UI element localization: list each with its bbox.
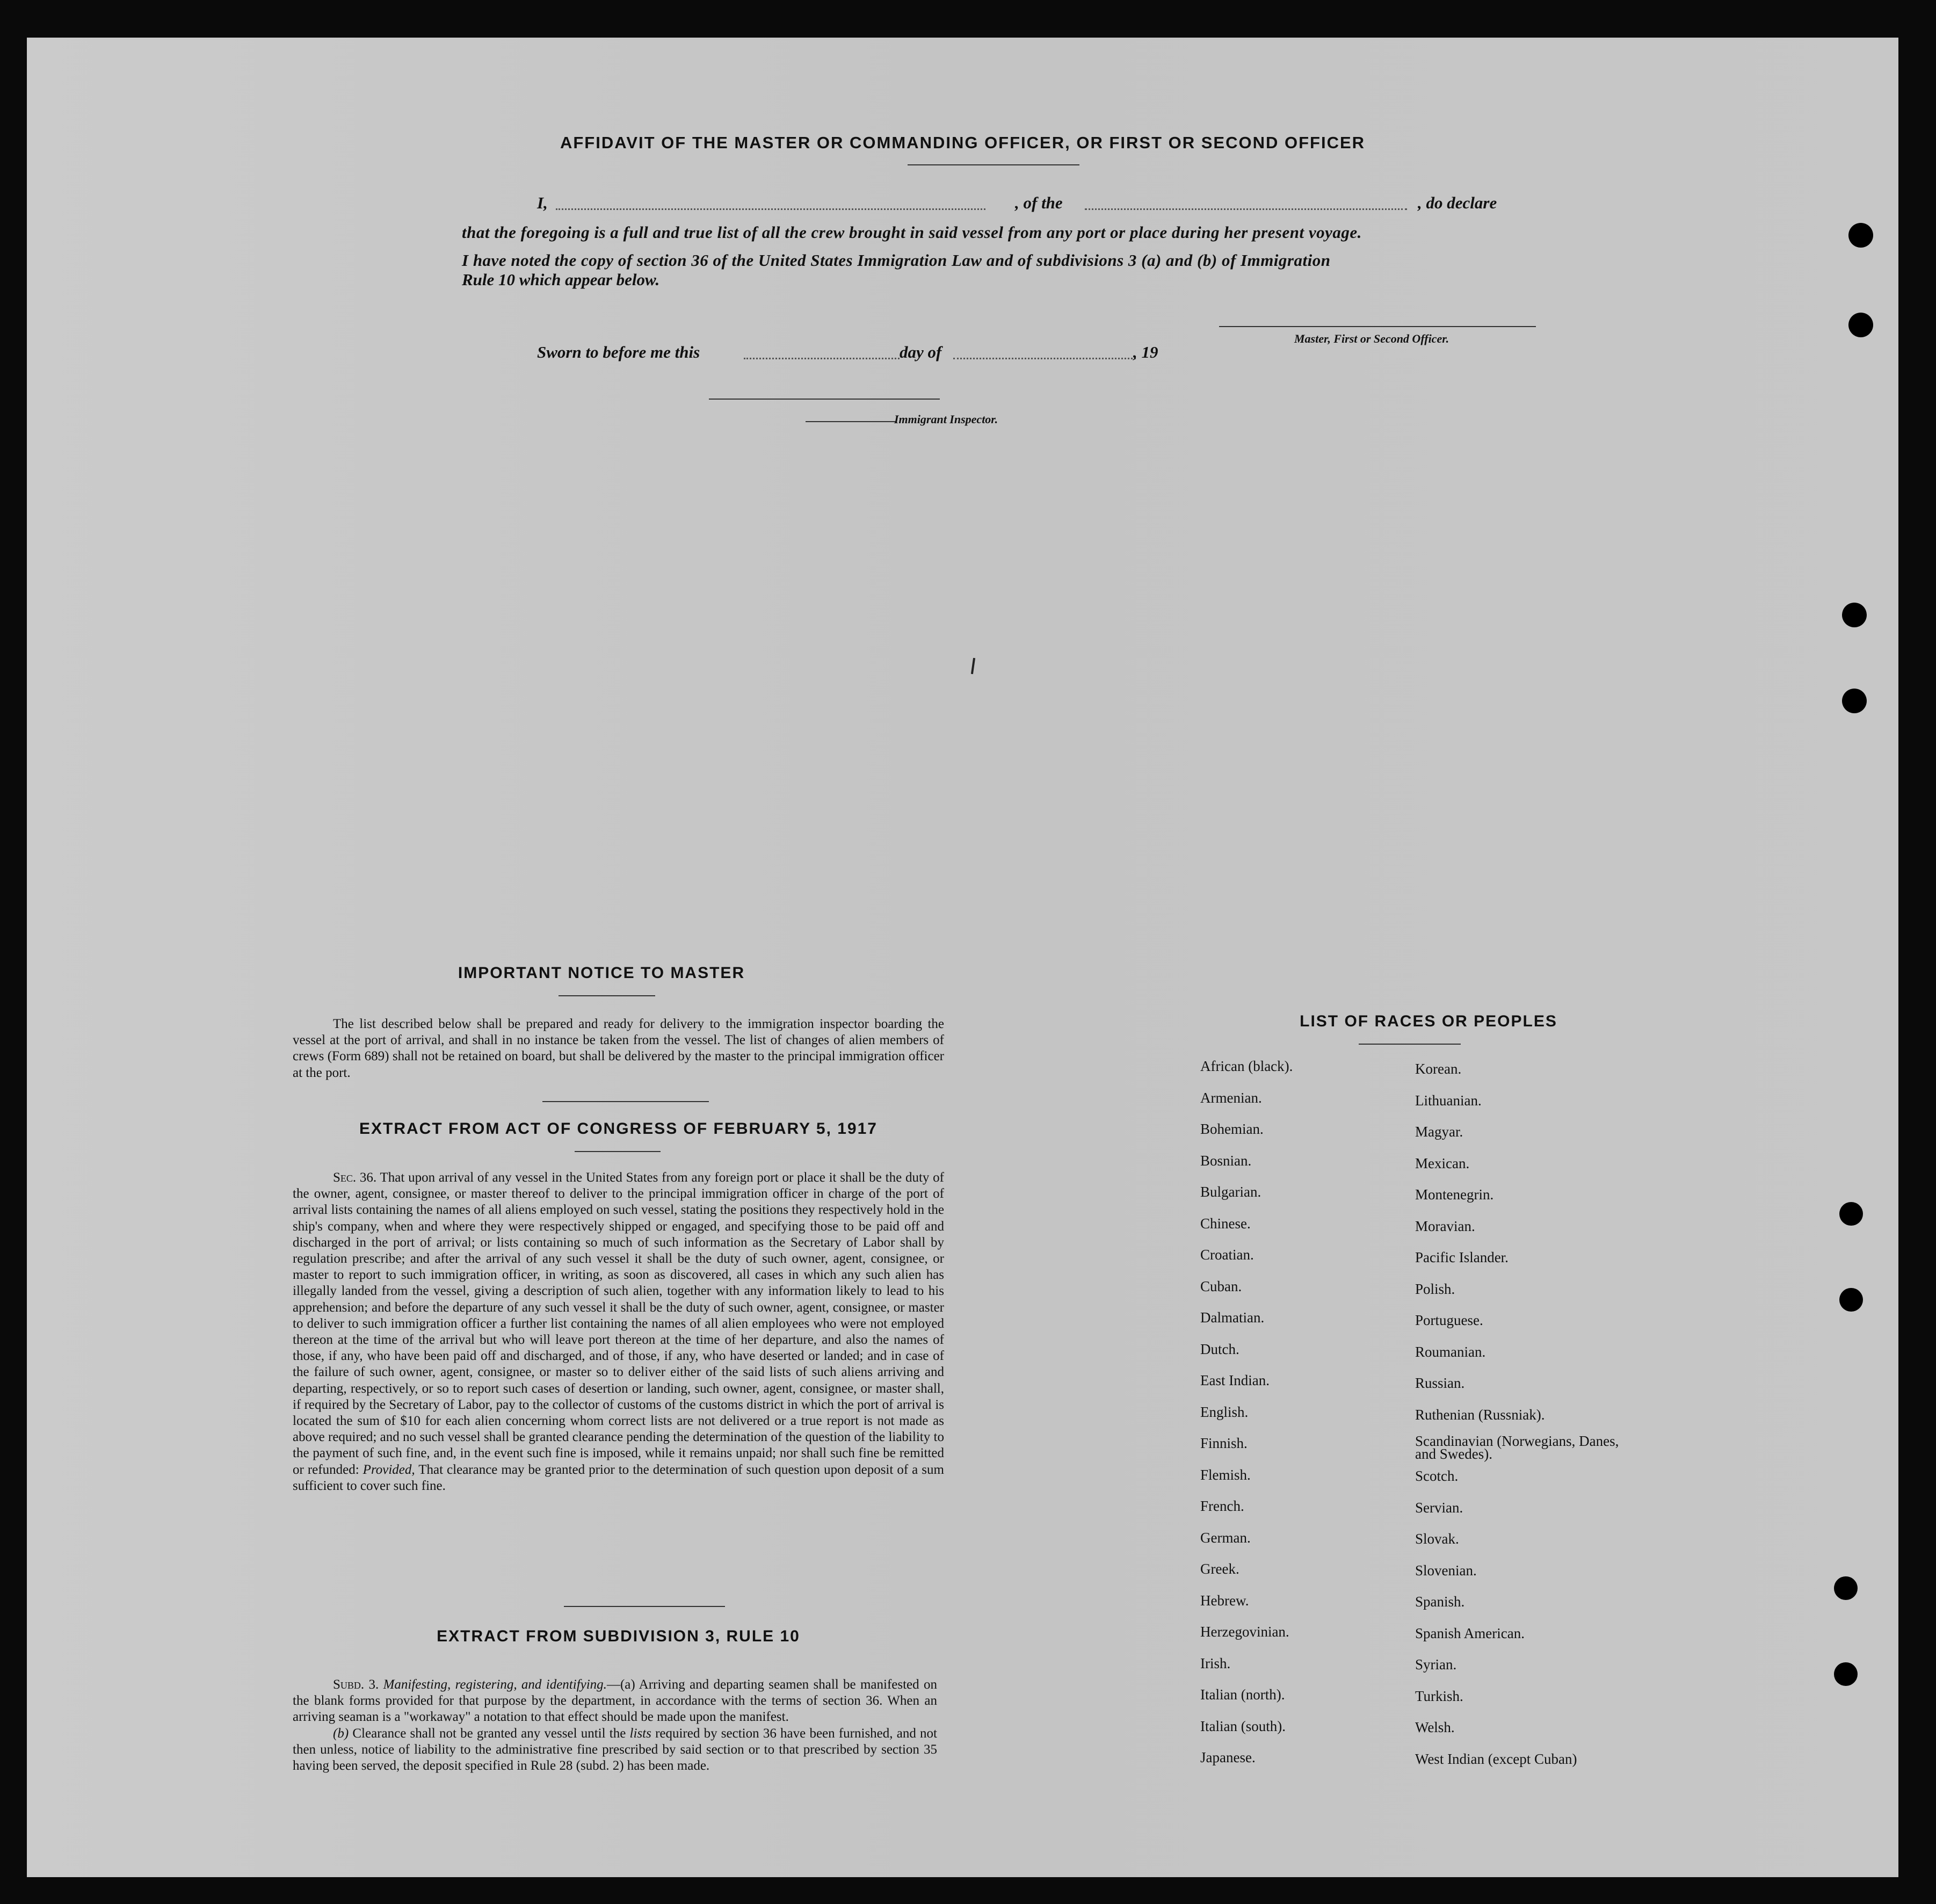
binding-hole (1848, 223, 1873, 248)
sec-36-end: That clearance may be granted prior to the determination of such question upon deposit of a sum sufficient to cover such fine. (293, 1462, 944, 1493)
race-item: Slovenian. (1415, 1562, 1477, 1579)
binding-hole (1842, 603, 1867, 627)
binding-hole (1839, 1202, 1863, 1226)
races-divider (1359, 1044, 1461, 1045)
affidavit-do-declare: , do declare (1418, 193, 1497, 212)
race-item: Pacific Islander. (1415, 1249, 1509, 1265)
extract-act-end-divider (564, 1606, 725, 1607)
vessel-name-field[interactable] (1085, 208, 1407, 210)
affidavit-i-label: I, (537, 193, 548, 212)
master-signature-line[interactable] (1219, 326, 1536, 327)
race-item: Japanese. (1200, 1749, 1256, 1765)
subd-b-text-1: Clearance shall not be granted any vessel until the (352, 1726, 626, 1741)
binding-hole (1834, 1662, 1858, 1686)
race-item: Bohemian. (1200, 1121, 1264, 1137)
race-item: Herzegovinian. (1200, 1624, 1289, 1640)
document-page (27, 38, 1898, 1877)
notice-body: The list described below shall be prepared and ready for delivery to the immigration inspector boarding the vessel at the port of arrival, and shall in no instance be taken from the vessel. The list of changes of alien members of crews (Form 689) shall not be retained on board, but shall be delivered by the master to the principal immigration officer at the port. (293, 1017, 944, 1080)
inspector-signature-line[interactable] (709, 399, 940, 400)
race-item: Italian (south). (1200, 1718, 1286, 1734)
master-signature-label: Master, First or Second Officer. (1294, 332, 1449, 345)
sec-label: Sec. 36. (333, 1170, 377, 1185)
race-item: Bosnian. (1200, 1152, 1252, 1169)
race-item: Servian. (1415, 1499, 1463, 1516)
notice-divider (559, 995, 655, 996)
subd-b-text-2: required by section 36 have been furnished, and not then unless, notice of liability to the administrative fine prescribed by said section or to that prescribed by section 35 having been served, the deposit specified in Rule 28 (subd. 2) has been made. (293, 1726, 937, 1773)
race-item: Italian (north). (1200, 1686, 1285, 1703)
subd-a-text: Arriving and departing seamen shall be manifested on the blank forms provided for that purpose by the department, in accordance with the terms of section 36. When an arriving seaman is a "workaway" a notation to that effect should be made upon the manifest. (293, 1677, 937, 1725)
notice-end-divider (542, 1101, 709, 1102)
race-item: Ruthenian (Russniak). (1415, 1406, 1545, 1423)
race-item: East Indian. (1200, 1372, 1270, 1388)
race-item: Scotch. (1415, 1468, 1459, 1484)
race-item: West Indian (except Cuban) (1415, 1750, 1577, 1767)
race-item: Dutch. (1200, 1341, 1239, 1357)
race-item: Chinese. (1200, 1215, 1251, 1232)
affidavit-of-the-label: , of the (1015, 193, 1063, 212)
race-item: Turkish. (1415, 1688, 1463, 1704)
race-item: Montenegrin. (1415, 1186, 1494, 1203)
affidavit-title: AFFIDAVIT OF THE MASTER OR COMMANDING OFFICER, OR FIRST OR SECOND OFFICER (560, 133, 1366, 152)
race-item: Welsh. (1415, 1719, 1455, 1735)
race-item: Finnish. (1200, 1435, 1248, 1451)
race-item: Korean. (1415, 1061, 1462, 1077)
inspector-label: Immigrant Inspector. (894, 412, 998, 426)
race-item: Croatian. (1200, 1247, 1254, 1263)
race-item: French. (1200, 1498, 1244, 1514)
notice-title: IMPORTANT NOTICE TO MASTER (458, 964, 745, 982)
race-item: Cuban. (1200, 1278, 1242, 1294)
binding-hole (1834, 1576, 1858, 1600)
binding-hole (1848, 313, 1873, 337)
races-right-column (1415, 1061, 1641, 1782)
extract-act-body (293, 1170, 944, 1494)
race-item: Hebrew. (1200, 1592, 1249, 1609)
race-item: Roumanian. (1415, 1343, 1486, 1360)
subd-label: Subd. 3. (333, 1677, 379, 1692)
affidavit-line-3: I have noted the copy of section 36 of the United States Immigration Law and of subdivisions 3 (a) and (b) of Immigration (462, 251, 1331, 270)
race-item: African (black). (1200, 1058, 1293, 1074)
race-item: Spanish. (1415, 1594, 1465, 1610)
race-item: Moravian. (1415, 1218, 1475, 1234)
extract-act-title: EXTRACT FROM ACT OF CONGRESS OF FEBRUARY 5, 1917 (359, 1120, 878, 1138)
race-item: Flemish. (1200, 1466, 1251, 1483)
race-item: Dalmatian. (1200, 1309, 1265, 1326)
binding-hole (1839, 1288, 1863, 1312)
race-item: Magyar. (1415, 1124, 1463, 1140)
subd-a-marker: —(a) (606, 1677, 635, 1692)
races-left-column (1200, 1058, 1426, 1781)
race-item: English. (1200, 1403, 1249, 1420)
race-item: Armenian. (1200, 1089, 1262, 1106)
declarant-name-field[interactable] (556, 208, 985, 210)
provided-word: Provided, (362, 1462, 415, 1477)
extract-act-divider (575, 1151, 661, 1152)
sworn-month-field[interactable] (953, 358, 1136, 359)
race-item: Portuguese. (1415, 1312, 1483, 1328)
subd-b-marker: (b) (333, 1726, 349, 1741)
race-item: Lithuanian. (1415, 1092, 1482, 1109)
race-item: German. (1200, 1529, 1251, 1546)
extract-rule-body (293, 1677, 937, 1774)
sworn-day-field[interactable] (744, 358, 900, 359)
race-item: Mexican. (1415, 1155, 1470, 1171)
race-item: Russian. (1415, 1375, 1465, 1391)
race-item: Irish. (1200, 1655, 1231, 1671)
sworn-day-of-label: day of (900, 343, 942, 361)
sec-36-text: That upon arrival of any vessel in the United States from any foreign port or place it shall be the duty of the owner, agent, consignee, or master thereof to deliver to the principal immigration officer in charge of the port of arrival lists containing the names of all aliens employed on such vessel, stating the positions they respectively hold in the ship's company, when and where they were respectively shipped or engaged, and specifying those to be paid off and discharged in the port of arrival; or lists containing so much of such information as the Secretary of Labor shall by regulation prescribe; and after the arrival of any such vessel it shall be the duty of such owner, agent, consignee, or master to report to such immigration officer, in writing, as soon as discovered, all cases in which any such alien has illegally landed from the vessel, giving a description of such alien, together with any information likely to lead to his apprehension; and before the departure of any such vessel it shall be the duty of such owner, agent, consignee, or master to deliver to such immigration officer a further list containing the names of all alien employees who were not employed thereon at the time of the arrival but who will leave port thereon at the time of her departure, and also the names of those, if any, who have been paid off and discharged, and of those, if any, who have deserted or landed; and in case of the failure of such owner, agent, consignee, or master so to deliver either of the said lists of such aliens arriving and departing, respectively, or so to report such cases of desertion or landing, such owner, agent, consignee, or master shall, if required by the Secretary of Labor, pay to the collector of customs of the customs district in which the port of arrival is located the sum of $10 for each alien concerning whom correct lists are not delivered or a true report is not made as above required; and no such vessel shall be granted clearance pending the determination of the question of the liability to the payment of such fine, and, in the event such fine is imposed, while it remains unpaid; nor shall such fine be remitted or refunded: (293, 1170, 944, 1477)
stray-mark (971, 658, 975, 674)
subd-b-lists: lists (629, 1726, 651, 1741)
sworn-prefix: Sworn to before me this (537, 343, 700, 361)
race-item: Bulgarian. (1200, 1184, 1261, 1200)
race-item: Polish. (1415, 1280, 1455, 1297)
title-divider (908, 164, 1079, 165)
race-item: Syrian. (1415, 1656, 1457, 1673)
binding-hole (1842, 689, 1867, 713)
inspector-short-line (806, 421, 897, 422)
subd-heading: Manifesting, registering, and identifying. (383, 1677, 607, 1692)
extract-rule-title: EXTRACT FROM SUBDIVISION 3, RULE 10 (437, 1627, 800, 1645)
affidavit-line-2: that the foregoing is a full and true list of all the crew brought in said vessel from any port or place during her present voyage. (462, 223, 1362, 242)
sworn-year-label: , 19 (1133, 343, 1158, 361)
races-title: LIST OF RACES OR PEOPLES (1300, 1012, 1557, 1030)
race-item: Scandinavian (Norwegians, Danes, and Swedes). (1415, 1433, 1619, 1462)
race-item: Greek. (1200, 1561, 1239, 1577)
race-item: Slovak. (1415, 1531, 1459, 1547)
affidavit-line-4: Rule 10 which appear below. (462, 270, 660, 289)
race-item: Spanish American. (1415, 1625, 1525, 1641)
